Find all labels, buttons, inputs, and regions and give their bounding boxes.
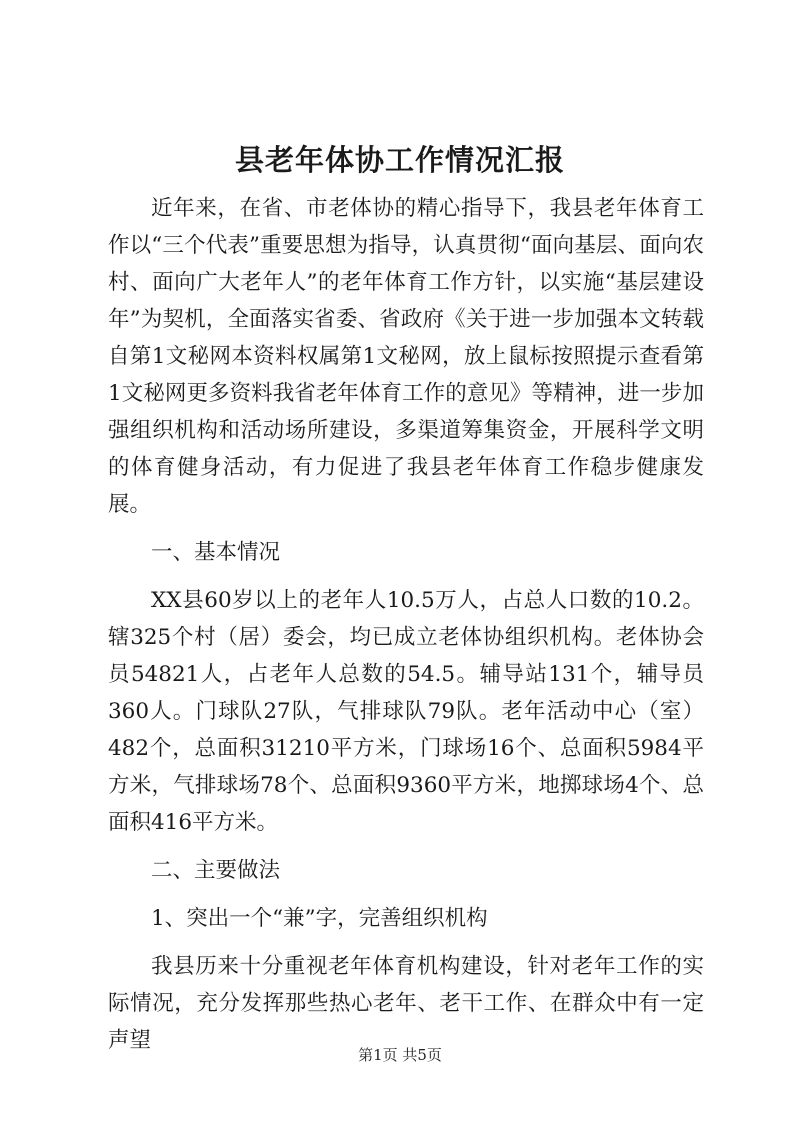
section-heading-basic-situation: 一、基本情况 <box>151 540 281 565</box>
document-title: 县老年体协工作情况汇报 <box>234 143 565 177</box>
basic-situation-paragraph: XX县60岁以上的老年人10.5万人，占总人口数的10.2。辖325个村（居）委会，均已成立老体协组织机构。老体协会员54821人，占老年人总数的54.5。辅导站131个，辅导员360人。门球队27队，气排球队79队。老年活动中心（室）482个，总面积31210平方米，门球场16个、总面积5984平方米，气排球场78个、总面积9360平方米，地掷球场4个、总面积416平方米。 <box>108 588 704 835</box>
intro-paragraph: 近年来，在省、市老体协的精心指导下，我县老年体育工作以“三个代表”重要思想为指导，认真贯彻“面向基层、面向农村、面向广大老年人”的老年体育工作方针，以实施“基层建设年”为契机，全面落实省委、省政府《关于进一步加强本文转载自第1文秘网本资料权属第1文秘网，放上鼠标按照提示查看第1文秘网更多资料我省老年体育工作的意见》等精神，进一步加强组织机构和活动场所建设，多渠道筹集资金，开展科学文明的体育健身活动，有力促进了我县老年体育工作稳步健康发展。 <box>108 196 704 517</box>
document-body <box>108 190 704 1059</box>
section-heading-main-practices: 二、主要做法 <box>151 858 281 883</box>
subsection-heading-organization: 1、突出一个“兼”字，完善组织机构 <box>151 906 488 931</box>
page-footer: 第1页 共5页 <box>358 1046 442 1064</box>
organization-paragraph: 我县历来十分重视老年体育机构建设，针对老年工作的实际情况，充分发挥那些热心老年、老干工作、在群众中有一定声望 <box>108 954 704 1053</box>
